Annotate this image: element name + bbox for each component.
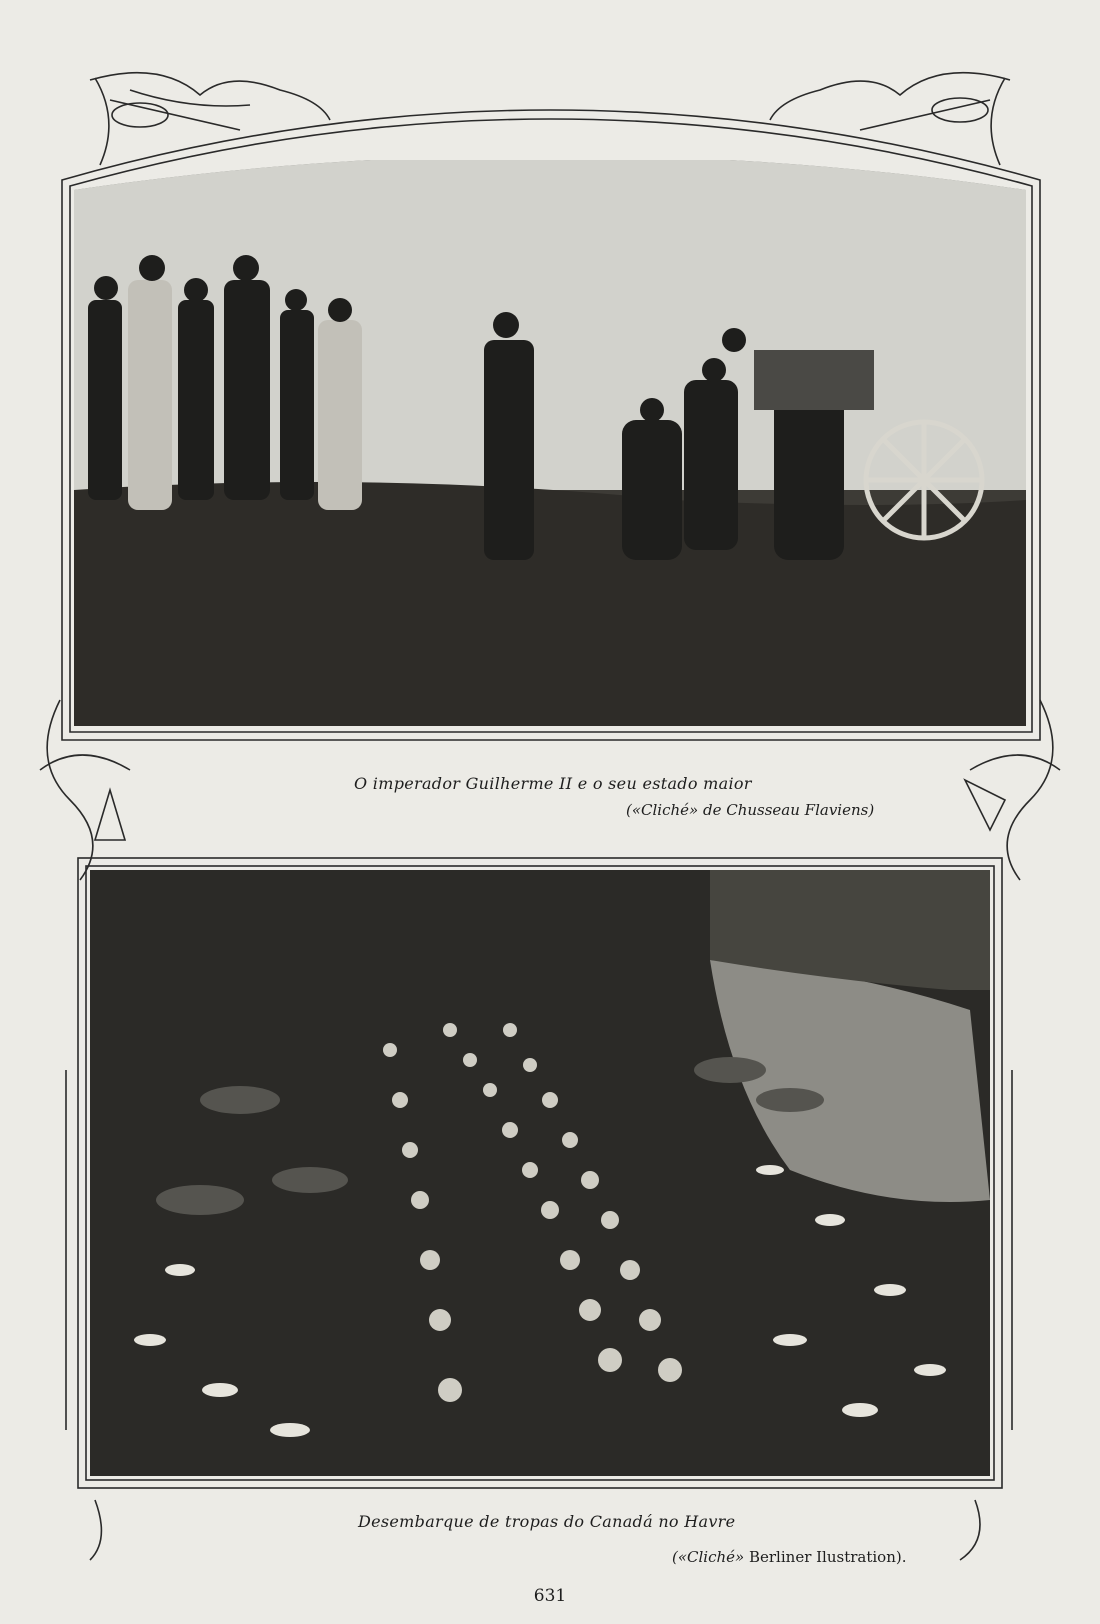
- photo-credit: [672, 1548, 907, 1566]
- figure-caption: Desembarque de tropas do Canadá no Havre: [358, 1512, 736, 1531]
- figure-caption: O imperador Guilherme II e o seu estado maior: [354, 774, 752, 793]
- photo-emperor-staff: [74, 160, 1026, 726]
- photo-canadian-troops: [90, 870, 990, 1476]
- credit-source: de Chusseau Flaviens): [698, 801, 875, 819]
- page-number: 631: [533, 1586, 567, 1606]
- credit-source: Berliner Ilustration).: [744, 1548, 907, 1566]
- photo-credit: [626, 801, 874, 819]
- credit-open: («: [626, 801, 642, 819]
- credit-open: («: [672, 1548, 688, 1566]
- credit-word: Cliché»: [687, 1548, 745, 1566]
- credit-word: Cliché»: [641, 801, 699, 819]
